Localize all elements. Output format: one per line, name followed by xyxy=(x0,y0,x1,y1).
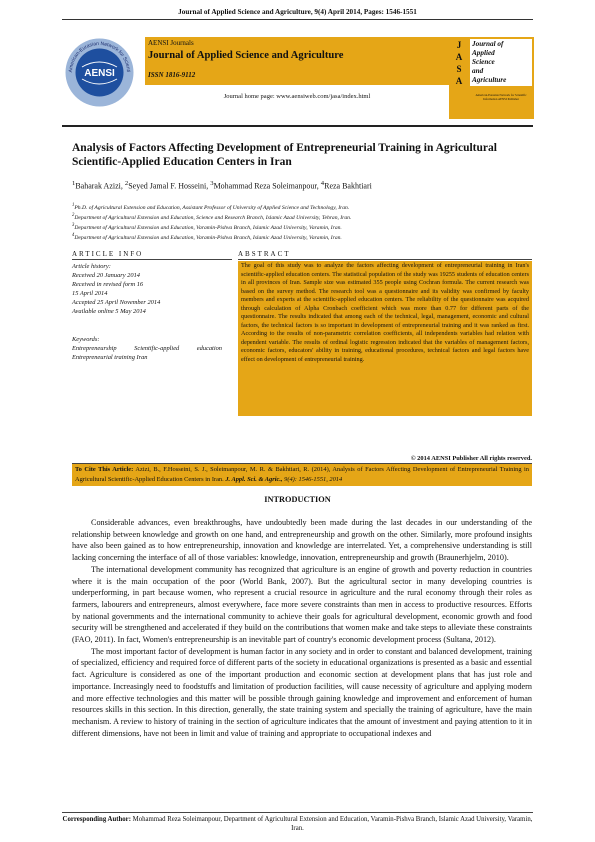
publisher-name: AENSI Journals xyxy=(148,39,194,47)
citation-text: Azizi, B., F.Hosseini, S. J., Soleimanpour, M. R. & Bakhtiari, R. (2014), Analysis of Factors Affecting Development of Entrepreneurial Training in Agricultural Scientific-Applied Education Centers in Iran. xyxy=(75,466,530,483)
running-head: Journal of Applied Science and Agriculture, 9(4) April 2014, Pages: 1546-1551 xyxy=(178,8,417,16)
cover-letter: J xyxy=(456,40,462,50)
masthead-divider xyxy=(62,125,533,127)
author-list xyxy=(72,180,532,191)
article-history xyxy=(72,262,232,316)
journal-masthead xyxy=(145,37,449,104)
keywords-label: Keywords: xyxy=(72,336,100,343)
cover-title-line: Science xyxy=(472,58,495,66)
author-sup: 1 xyxy=(72,180,76,187)
cover-title-line: Applied xyxy=(472,49,495,57)
corresponding-label: Corresponding Author: xyxy=(62,816,131,823)
abstract-heading: ABSTRACT xyxy=(238,250,532,260)
author-sup: 2 xyxy=(124,180,129,187)
masthead-band xyxy=(145,37,449,85)
corresponding-text: Mohammad Reza Soleimanpour, Department of Agricultural Extension and Education, Varamin-Pishva Branch, Islamic Azad University, Varamin, Iran. xyxy=(130,816,533,832)
affiliation: $^4$Department of Agricultural Extension and Education, Varamin-Pishva Branch, Islamic Azad University, Varamin, Iran. xyxy=(72,232,342,241)
history-line: Accepted 25 April November 2014 xyxy=(72,299,161,306)
cover-small-text: American-Eurasian Network for Scientific Information AENSI Publisher xyxy=(475,93,527,101)
author-sup: 3 xyxy=(210,180,214,187)
cover-title-line: Agriculture xyxy=(472,76,507,84)
affiliation: $^2$Department of Agricultural Extension and Education, Science and Research Branch, Islamic Azad University, Tehran, Iran. xyxy=(72,212,352,221)
introduction-heading: INTRODUCTION xyxy=(264,495,331,504)
citation-label: To Cite This Article: xyxy=(75,466,134,473)
copyright-notice: © 2014 AENSI Publisher All rights reserved. xyxy=(410,455,532,462)
corresponding-author xyxy=(62,812,533,833)
author-name: Baharak Azizi, xyxy=(75,181,125,191)
history-line: Article history: xyxy=(72,263,111,270)
keywords-text: Entrepreneurship Scientific-applied education Entrepreneurial training Iran xyxy=(72,345,222,361)
author-name: Reza Bakhtiari xyxy=(324,181,372,191)
history-line: Received 20 January 2014 xyxy=(72,272,140,279)
affiliation: $^1$Ph.D. of Agricultural Extension and Education, Assistant Professor of University of Applied Science and Technology, Iran. xyxy=(72,203,350,211)
history-line: 15 April 2014 xyxy=(72,290,108,297)
author-sup: 4 xyxy=(320,180,325,187)
paragraph: The most important factor of development is human factor in any society and in order to constant and balanced development, training of specialized, efficiency and required force of different parts of the society in educational organizations is presented as a basic and essential fact. Agriculture is considered as one of the important production and economic section at development plans that has just role and importance. Increasingly need to foodstuffs and limitation of production facilities, will cause necessity of agriculture and applying modern and more effective technologies and this matter will be possible through gaining knowledge and improvement and enforcement of human resources skills in this section. In this direction, generally, the state training system and specially the training of agriculture, have the main mechanism. A review to history of training in the section of agriculture indicates that the amount of investment and paying attention to it in different dimensions, have not been in limit and value of training and appropriate to occupational indexes and xyxy=(72,646,532,738)
cover-letter: S xyxy=(456,64,462,74)
keywords xyxy=(72,335,222,362)
history-line: Received in revised form 16 xyxy=(72,281,144,288)
citation-journal: J. Appl. Sci. & Agric., xyxy=(225,475,283,483)
cover-title xyxy=(470,39,532,86)
affiliation: $^3$Department of Agricultural Extension and Education, Varamin-Pishva Branch, Islamic Azad University, Varamin, Iran. xyxy=(72,222,342,231)
header-divider xyxy=(62,19,533,20)
logo-name-text: AENSI xyxy=(84,68,115,79)
affiliation-list xyxy=(72,202,532,241)
introduction-body xyxy=(72,517,532,739)
journal-homepage[interactable]: Journal home page: www.aensiweb.com/jasa/index.html xyxy=(223,93,371,100)
citation-box xyxy=(72,463,532,486)
article-info xyxy=(72,250,232,450)
cover-jasa-letters xyxy=(452,39,466,87)
journal-cover xyxy=(449,37,534,119)
abstract-text: The goal of this study was to analyze the factors affecting development of entrepreneurial training in Iran's scientific-applied education centers. The statistical population of the study was 19255 students of education centers in all provinces of Iran. Sample size was estimated 355 people using Cochran formula. The current research was based on the survey method. The research tool was a questionnaire and its validity was confirmed by faculty members and experts at the scientific-applied education centers. The reliability of the questionnaire was acquired through calculation of Alpha Cronbach coefficient which was more than 0.77 for different parts of the questionnaire. The results indicated that among each of the technical, legal, management, economic and cultural factors, the technical factors is so important in development of entrepreneurial training and it was ranked as first. According to the results of non-parametric correlation coefficients, all independents variables had relation with dependent variable. The results of ordinal logistic regression indicated that the variables of management factors, economic factors, educators' ability in training, educational procedures, technical factors and legal factors have effect on development of entrepreneurial training. xyxy=(238,261,532,416)
aensi-logo xyxy=(64,37,135,108)
author-name: Seyed Jamal F. Hosseini, xyxy=(128,181,211,191)
abstract xyxy=(238,250,532,413)
paragraph: The international development community has recognized that agriculture is an engine of growth and poverty reduction in countries where it is the main occupation of the poor (World Bank, 2007). But the agricultural sector in many developing countries is underperforming, in part because women, who represent a crucial resource in agriculture and the rural economy through their roles as farmers, labourers and entrepreneurs, almost everywhere, face more severe constraints than men in access to productive resources. Efforts by national governments and the international community to achieve their goals for agricultural development, economic growth and food security will be strengthened and accelerated if they build on the contributions that women make and take steps to alleviate these constraints (FAO, 2011). In fact, Women's entrepreneurship is an inevitable part of country's economic development process (Sultana, 2012). xyxy=(72,564,532,645)
cover-title-line: and xyxy=(472,67,484,75)
article-title: Analysis of Factors Affecting Development of Entrepreneurial Training in Agricultural Scientific-Applied Education Centers in Iran xyxy=(72,142,497,168)
article-info-heading: ARTICLE INFO xyxy=(72,250,232,260)
issn: ISSN 1816-9112 xyxy=(148,71,196,79)
logo-arc-text: American-Eurasian Network for Scienti xyxy=(67,40,132,73)
cover-letter: A xyxy=(455,52,463,62)
paragraph: Considerable advances, even breakthroughs, have undoubtedly been made during the last decades in our understanding of the relationship between knowledge and growth on one hand, and entrepreneurship and growth on the other. Similarly, more profound insights have also been gained as to how entrepreneurship, innovation and knowledge are interrelated. Yet, a comprehensive understanding is still lacking concerning the interface of all of those variables: knowledge, innovation, entrepreneurship and growth (Braunerhjelm, 2010). xyxy=(72,518,532,563)
journal-name: Journal of Applied Science and Agriculture xyxy=(148,50,344,61)
history-line: Available online 5 May 2014 xyxy=(72,308,146,315)
author-name: Mohammad Reza Soleimanpour, xyxy=(213,181,321,191)
citation-pages: 9(4): 1546-1551, 2014 xyxy=(282,475,343,483)
cover-title-line: Journal of xyxy=(472,40,504,48)
cover-letter: A xyxy=(455,76,463,86)
